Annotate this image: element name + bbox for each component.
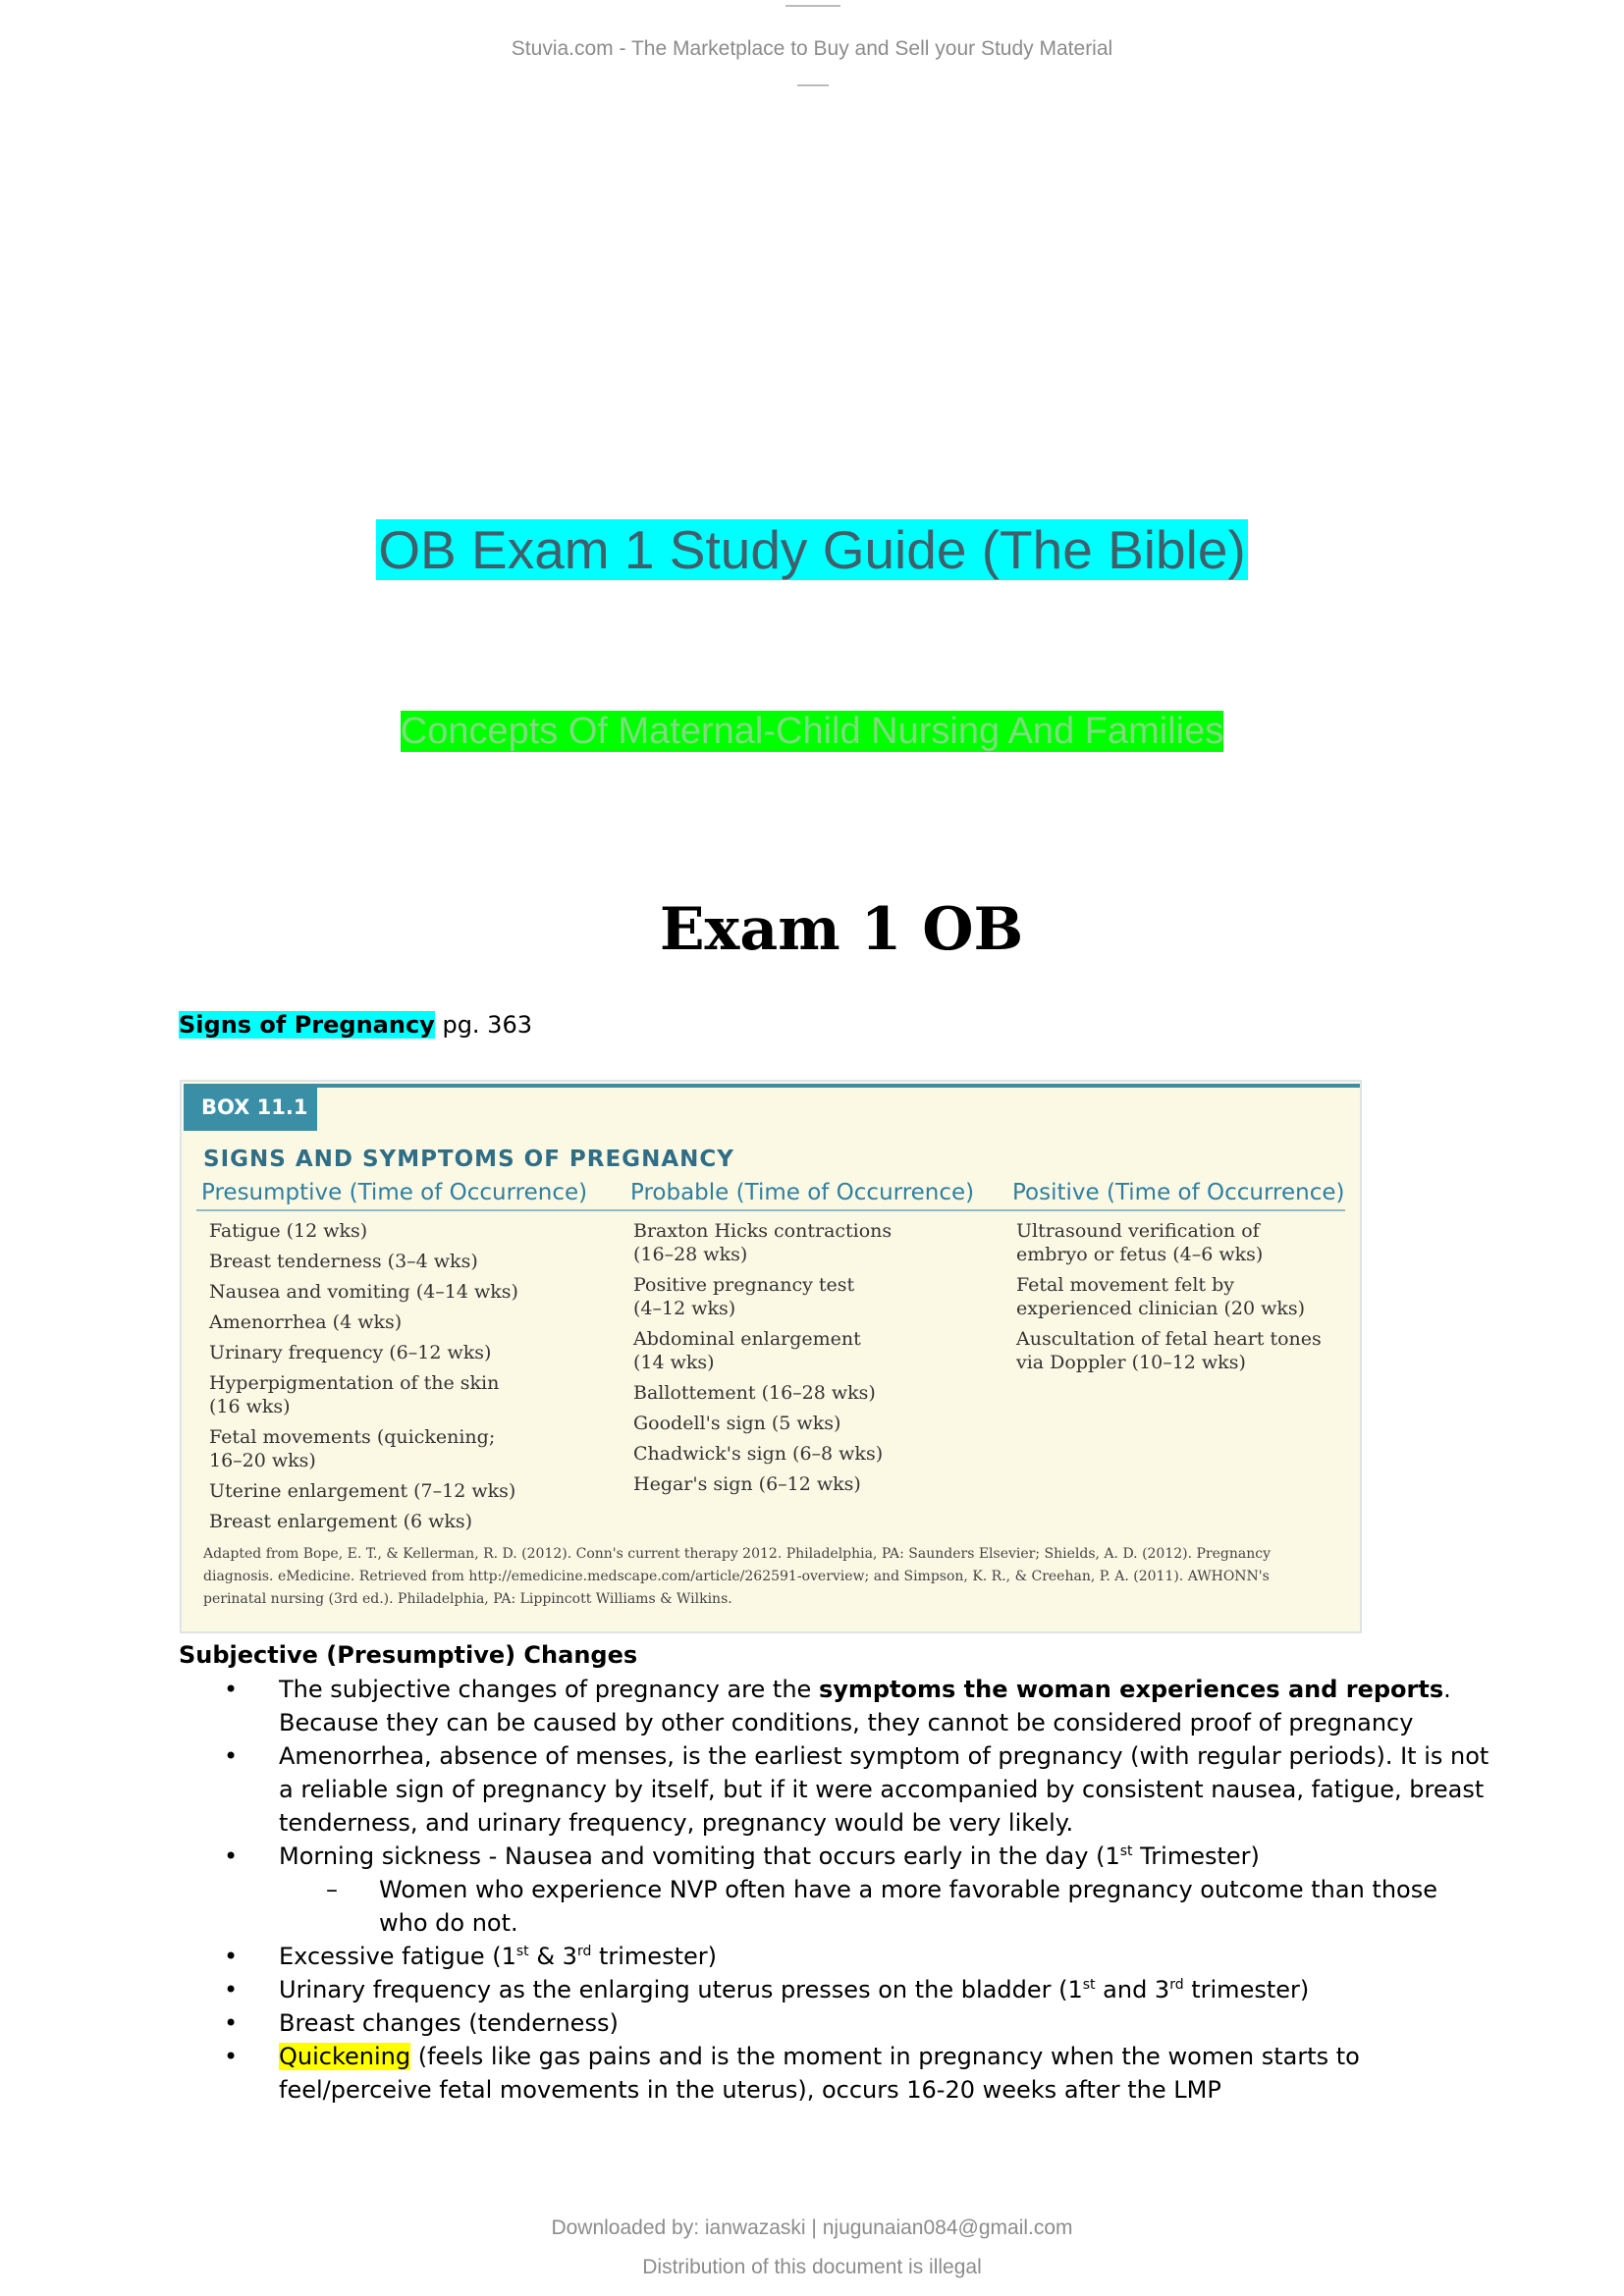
header-site-line: Stuvia.com - The Marketplace to Buy and Sell your Study Material	[511, 37, 1113, 60]
list-item: Braxton Hicks contractions (16–28 wks)	[633, 1220, 893, 1265]
probable-list	[633, 1219, 892, 1503]
list-item: Uterine enlargement (7–12 wks)	[209, 1480, 516, 1502]
list-item: Nausea and vomiting (4–14 wks)	[209, 1281, 518, 1303]
sub-list-item: – Women who experience NVP often have a more favorable pregnancy outcome than those who do not.	[224, 1873, 1490, 1940]
signs-symptoms-box	[180, 1080, 1362, 1633]
list-item: Urinary frequency (6–12 wks)	[209, 1342, 492, 1363]
list-item: Hyperpigmentation of the skin (16 wks)	[209, 1372, 500, 1417]
bullet-icon: •	[224, 1943, 239, 1970]
footer-distribution-notice: Distribution of this document is illegal	[642, 2256, 982, 2278]
list-item: • Morning sickness - Nausea and vomiting that occurs early in the day (1st Trimester)	[224, 1840, 1490, 1873]
positive-list	[1016, 1219, 1322, 1381]
list-item: • Urinary frequency as the enlarging uterus presses on the bladder (1st and 3rd trimester)	[224, 1973, 1490, 2006]
exam-heading: Exam 1 OB	[659, 895, 1024, 964]
list-item: Fetal movement felt by experienced clinician (20 wks)	[1016, 1274, 1306, 1319]
list-item: • The subjective changes of pregnancy are the symptoms the woman experiences and reports. Because they can be caused by other conditions, they cannot be considered proof of pregnancy	[224, 1673, 1490, 1739]
presumptive-list	[209, 1219, 518, 1540]
list-item: Goodell's sign (5 wks)	[633, 1413, 841, 1434]
list-item: Breast tenderness (3–4 wks)	[209, 1251, 478, 1272]
bullet-icon: •	[224, 2043, 239, 2070]
list-item: • Amenorrhea, absence of menses, is the earliest symptom of pregnancy (with regular periods). It is not a reliable sign of pregnancy by itself, but if it were accompanied by consistent nausea, fatigue, breast tenderness, and urinary frequency, pregnancy would be very likely.	[224, 1739, 1490, 1840]
list-item: Ultrasound verification of embryo or fetus (4–6 wks)	[1016, 1220, 1264, 1265]
list-item: Amenorrhea (4 wks)	[209, 1311, 403, 1333]
list-item: • Excessive fatigue (1st & 3rd trimester)	[224, 1940, 1490, 1973]
section-title-subjective: Subjective (Presumptive) Changes	[179, 1641, 638, 1669]
signs-label: Signs of Pregnancy	[179, 1011, 435, 1039]
dash-bullet-icon: –	[326, 1876, 338, 1903]
list-item: Positive pregnancy test (4–12 wks)	[633, 1274, 855, 1319]
header-mark-top	[785, 5, 840, 7]
quickening-highlight: Quickening	[279, 2043, 411, 2070]
box-heading: SIGNS AND SYMPTOMS OF PREGNANCY	[203, 1147, 734, 1172]
list-item: Fatigue (12 wks)	[209, 1220, 368, 1242]
box-top-rule	[317, 1084, 1360, 1088]
list-item: Fetal movements (quickening; 16–20 wks)	[209, 1426, 496, 1471]
list-item: Hegar's sign (6–12 wks)	[633, 1473, 861, 1495]
list-item: Abdominal enlargement (14 wks)	[633, 1328, 861, 1373]
bullet-icon: •	[224, 1976, 239, 2003]
guide-subtitle: Concepts Of Maternal-Child Nursing And Families	[400, 711, 1224, 752]
guide-title: OB Exam 1 Study Guide (The Bible)	[378, 519, 1246, 580]
list-item: Chadwick's sign (6–8 wks)	[633, 1443, 884, 1465]
bullet-icon: •	[224, 2009, 239, 2037]
signs-of-pregnancy-line	[179, 1011, 532, 1039]
column-header-probable: Probable (Time of Occurrence)	[630, 1180, 975, 1205]
header-mark-bottom	[797, 84, 829, 86]
bullet-icon: •	[224, 1842, 239, 1870]
bullet-icon: •	[224, 1742, 239, 1770]
column-header-rule	[196, 1209, 1345, 1211]
column-header-presumptive: Presumptive (Time of Occurrence)	[201, 1180, 588, 1205]
list-item: Breast enlargement (6 wks)	[209, 1511, 473, 1532]
list-item: • Quickening (feels like gas pains and is the moment in pregnancy when the women starts to feel/perceive fetal movements in the uterus), occurs 16-20 weeks after the LMP	[224, 2040, 1490, 2107]
box-tab: BOX 11.1	[184, 1084, 317, 1131]
subjective-bullet-list	[224, 1673, 1490, 2107]
column-header-positive: Positive (Time of Occurrence)	[1012, 1180, 1345, 1205]
footer-downloaded-by: Downloaded by: ianwazaski | njugunaian084@gmail.com	[551, 2216, 1073, 2239]
box-citation: Adapted from Bope, E. T., & Kellerman, R. D. (2012). Conn's current therapy 2012. Philadelphia, PA: Saunders Elsevier; Shields, A. D. (2012). Pregnancy diagnosis. eMedicine. Retrieved from http://emedicine.medscape.com/article/262591-overview; and Simpson, K. R., & Creehan, P. A. (2011). AWHONN's perinatal nursing (3rd ed.). Philadelphia, PA: Lippincott Williams & Wilkins.	[203, 1546, 1272, 1607]
list-item: Auscultation of fetal heart tones via Doppler (10–12 wks)	[1016, 1328, 1322, 1373]
list-item: • Breast changes (tenderness)	[224, 2006, 1490, 2040]
bullet-icon: •	[224, 1676, 239, 1703]
list-item: Ballottement (16–28 wks)	[633, 1382, 876, 1404]
page-reference: pg. 363	[434, 1011, 532, 1039]
